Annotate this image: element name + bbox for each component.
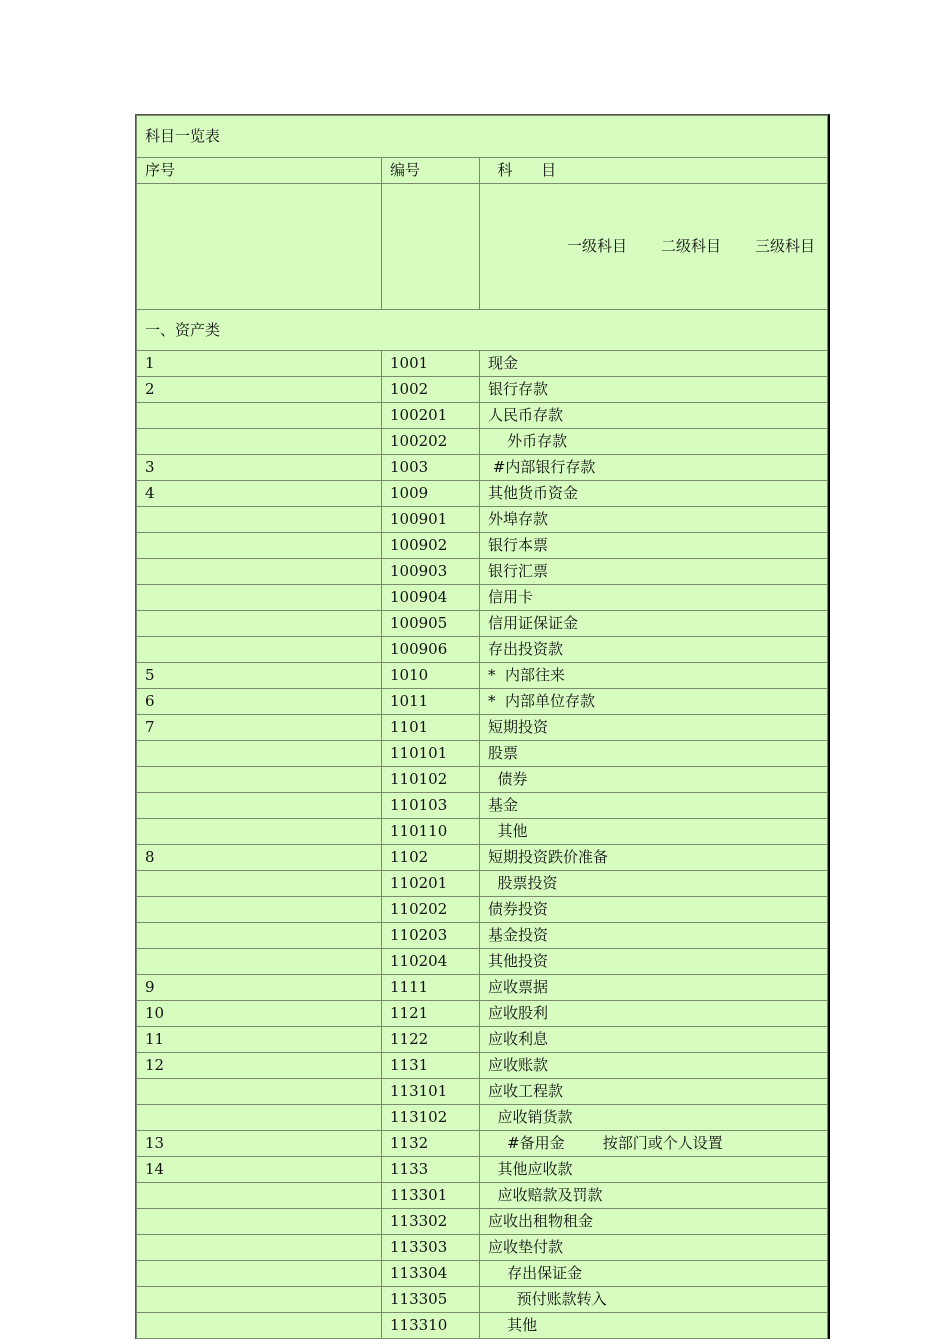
table-row: [137, 377, 828, 403]
row-subject: 外币存款: [480, 429, 828, 455]
row-code: 1102: [382, 845, 480, 871]
row-seq: [137, 949, 382, 975]
header-row: [137, 158, 828, 184]
table-row: [137, 1131, 828, 1157]
row-code: 1002: [382, 377, 480, 403]
row-code: 113302: [382, 1209, 480, 1235]
row-seq: [137, 897, 382, 923]
row-subject: 存出投资款: [480, 637, 828, 663]
row-seq: [137, 637, 382, 663]
header-subject: 科 目: [480, 158, 828, 184]
row-code: 113102: [382, 1105, 480, 1131]
row-subject: 银行本票: [480, 533, 828, 559]
row-seq: [137, 793, 382, 819]
title-row: [137, 116, 828, 158]
row-subject: 其他: [480, 819, 828, 845]
row-seq: [137, 871, 382, 897]
row-seq: 8: [137, 845, 382, 871]
row-subject: 存出保证金: [480, 1261, 828, 1287]
row-seq: [137, 1183, 382, 1209]
row-seq: 14: [137, 1157, 382, 1183]
row-code: 1133: [382, 1157, 480, 1183]
row-code: 1122: [382, 1027, 480, 1053]
row-seq: 10: [137, 1001, 382, 1027]
table-row: [137, 1105, 828, 1131]
row-code: 1101: [382, 715, 480, 741]
row-seq: [137, 533, 382, 559]
table-row: [137, 507, 828, 533]
table-row: [137, 1313, 828, 1339]
row-subject: 其他: [480, 1313, 828, 1339]
table-row: [137, 1261, 828, 1287]
row-subject: 应收票据: [480, 975, 828, 1001]
table-row: [137, 1235, 828, 1261]
row-code: 1010: [382, 663, 480, 689]
row-subject: #备用金 按部门或个人设置: [480, 1131, 828, 1157]
header-code: 编号: [382, 158, 480, 184]
table-row: [137, 585, 828, 611]
table-title: 科目一览表: [137, 116, 828, 158]
row-code: 110110: [382, 819, 480, 845]
row-code: 110203: [382, 923, 480, 949]
row-subject: 其他应收款: [480, 1157, 828, 1183]
row-seq: [137, 611, 382, 637]
row-subject: 债券投资: [480, 897, 828, 923]
row-code: 113301: [382, 1183, 480, 1209]
row-subject: 银行汇票: [480, 559, 828, 585]
category-row: [137, 310, 828, 351]
table-row: [137, 767, 828, 793]
row-subject: 基金投资: [480, 923, 828, 949]
table-row: [137, 637, 828, 663]
row-seq: 3: [137, 455, 382, 481]
table-row: [137, 1183, 828, 1209]
row-seq: [137, 923, 382, 949]
row-code: 100905: [382, 611, 480, 637]
level-3-label: 三级科目: [755, 237, 816, 255]
account-sheet: [135, 114, 830, 1339]
table-row: [137, 819, 828, 845]
row-subject: 应收股利: [480, 1001, 828, 1027]
row-seq: [137, 1079, 382, 1105]
row-subject: 应收垫付款: [480, 1235, 828, 1261]
row-seq: [137, 1287, 382, 1313]
row-seq: 4: [137, 481, 382, 507]
table-row: [137, 689, 828, 715]
row-code: 100202: [382, 429, 480, 455]
row-code: 100201: [382, 403, 480, 429]
table-row: [137, 429, 828, 455]
row-subject: 人民币存款: [480, 403, 828, 429]
table-row: [137, 741, 828, 767]
row-code: 100901: [382, 507, 480, 533]
row-code: 100903: [382, 559, 480, 585]
row-code: 1001: [382, 351, 480, 377]
row-code: 100904: [382, 585, 480, 611]
row-subject: 外埠存款: [480, 507, 828, 533]
table-row: [137, 1157, 828, 1183]
row-seq: 11: [137, 1027, 382, 1053]
table-row: [137, 663, 828, 689]
table-row: [137, 351, 828, 377]
row-seq: [137, 429, 382, 455]
table-row: [137, 793, 828, 819]
table-row: [137, 1287, 828, 1313]
row-seq: [137, 767, 382, 793]
row-code: 100906: [382, 637, 480, 663]
level-empty-1: [137, 184, 382, 310]
table-row: [137, 715, 828, 741]
table-row: [137, 1027, 828, 1053]
row-seq: [137, 1209, 382, 1235]
row-code: 1131: [382, 1053, 480, 1079]
row-code: 1009: [382, 481, 480, 507]
row-subject: 其他投资: [480, 949, 828, 975]
row-code: 113305: [382, 1287, 480, 1313]
table-row: [137, 533, 828, 559]
table-row: [137, 949, 828, 975]
row-seq: 5: [137, 663, 382, 689]
row-subject: 短期投资: [480, 715, 828, 741]
row-code: 110101: [382, 741, 480, 767]
table-row: [137, 897, 828, 923]
row-code: 110103: [382, 793, 480, 819]
row-subject: 应收赔款及罚款: [480, 1183, 828, 1209]
category-label: 一、资产类: [137, 310, 828, 351]
row-subject: 应收账款: [480, 1053, 828, 1079]
table-row: [137, 871, 828, 897]
table-row: [137, 1053, 828, 1079]
row-code: 1132: [382, 1131, 480, 1157]
row-seq: [137, 1235, 382, 1261]
row-seq: 6: [137, 689, 382, 715]
row-seq: [137, 1261, 382, 1287]
row-seq: [137, 585, 382, 611]
row-subject: 应收工程款: [480, 1079, 828, 1105]
row-subject: * 内部单位存款: [480, 689, 828, 715]
row-subject: 信用卡: [480, 585, 828, 611]
row-code: 113304: [382, 1261, 480, 1287]
row-code: 110202: [382, 897, 480, 923]
row-subject: 应收出租物租金: [480, 1209, 828, 1235]
row-code: 1121: [382, 1001, 480, 1027]
table-row: [137, 455, 828, 481]
row-seq: [137, 559, 382, 585]
row-subject: 现金: [480, 351, 828, 377]
header-seq: 序号: [137, 158, 382, 184]
row-subject: 基金: [480, 793, 828, 819]
row-code: 113303: [382, 1235, 480, 1261]
table-row: [137, 1079, 828, 1105]
table-row: [137, 559, 828, 585]
row-code: 113101: [382, 1079, 480, 1105]
row-code: 1003: [382, 455, 480, 481]
table-row: [137, 403, 828, 429]
row-subject: #内部银行存款: [480, 455, 828, 481]
level-headers: [480, 184, 828, 310]
level-header-row: [137, 184, 828, 310]
row-seq: 13: [137, 1131, 382, 1157]
row-subject: 债券: [480, 767, 828, 793]
row-seq: [137, 403, 382, 429]
table-row: [137, 845, 828, 871]
row-code: 110102: [382, 767, 480, 793]
table-row: [137, 975, 828, 1001]
row-subject: 应收利息: [480, 1027, 828, 1053]
row-seq: [137, 507, 382, 533]
table-row: [137, 1209, 828, 1235]
row-subject: 预付账款转入: [480, 1287, 828, 1313]
row-code: 100902: [382, 533, 480, 559]
level-2-label: 二级科目: [660, 237, 721, 255]
row-seq: 9: [137, 975, 382, 1001]
row-seq: [137, 741, 382, 767]
row-subject: * 内部往来: [480, 663, 828, 689]
row-subject: 股票: [480, 741, 828, 767]
account-table: [136, 115, 828, 1339]
level-empty-2: [382, 184, 480, 310]
row-seq: [137, 1313, 382, 1339]
table-row: [137, 481, 828, 507]
level-1-label: 一级科目: [566, 237, 627, 255]
row-subject: 股票投资: [480, 871, 828, 897]
row-subject: 银行存款: [480, 377, 828, 403]
row-code: 113310: [382, 1313, 480, 1339]
row-seq: 1: [137, 351, 382, 377]
table-row: [137, 923, 828, 949]
row-code: 110204: [382, 949, 480, 975]
table-row: [137, 611, 828, 637]
row-code: 1011: [382, 689, 480, 715]
row-code: 1111: [382, 975, 480, 1001]
row-code: 110201: [382, 871, 480, 897]
row-seq: [137, 819, 382, 845]
row-subject: 短期投资跌价准备: [480, 845, 828, 871]
row-seq: 2: [137, 377, 382, 403]
table-row: [137, 1001, 828, 1027]
row-subject: 应收销货款: [480, 1105, 828, 1131]
row-seq: 7: [137, 715, 382, 741]
row-subject: 信用证保证金: [480, 611, 828, 637]
row-subject: 其他货币资金: [480, 481, 828, 507]
row-seq: [137, 1105, 382, 1131]
row-seq: 12: [137, 1053, 382, 1079]
